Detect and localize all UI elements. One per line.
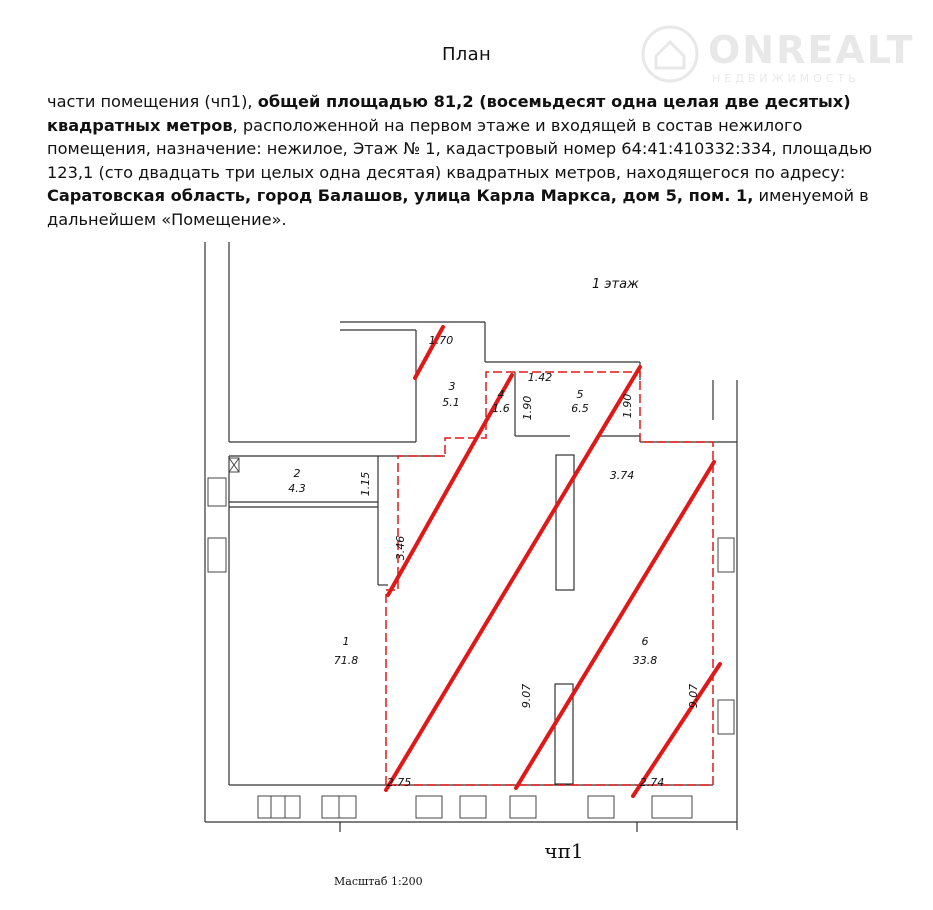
paragraph-line — [47, 161, 933, 185]
watermark-brand: ONREALT — [708, 28, 915, 72]
dimension-label: 1.90 — [521, 395, 534, 421]
dimension-label: 9.07 — [687, 683, 700, 709]
window — [460, 796, 486, 818]
window-left — [208, 478, 226, 506]
bold-text: общей площадью 81,2 (восемьдесят одна целая две десятых) — [257, 92, 851, 111]
dimension-label: 3.74 — [609, 469, 635, 482]
paragraph-line — [47, 90, 933, 114]
scale-label: Масштаб 1:200 — [334, 875, 423, 888]
paragraph-line — [47, 114, 933, 138]
dimension-label: 1.15 — [359, 471, 372, 497]
house-icon — [640, 24, 700, 84]
floor-label: 1 этаж — [592, 277, 639, 292]
text-segment: помещения, назначение: нежилое, Этаж № 1, кадастровый номер 64:41:410332:334, площадью — [47, 139, 873, 158]
paragraph-line — [47, 208, 933, 232]
room-number: 1 — [342, 635, 350, 648]
room-number: 3 — [448, 380, 456, 393]
room-area: 4.3 — [288, 482, 306, 495]
window — [510, 796, 536, 818]
text-segment: дальнейшем «Помещение». — [47, 209, 287, 229]
text-segment: 123,1 (сто двадцать три целых одна десятая) квадратных метров, находящегося по адресу: — [47, 162, 846, 182]
page-title: План — [441, 44, 492, 65]
paragraph-line — [47, 184, 933, 208]
room-area: 5.1 — [442, 396, 460, 409]
room-area: 1.6 — [492, 402, 510, 415]
window — [258, 796, 300, 818]
dimension-label: 1.42 — [527, 371, 553, 384]
paragraph-line — [47, 137, 933, 161]
window-right — [718, 700, 734, 734]
window — [652, 796, 692, 818]
window — [588, 796, 614, 818]
watermark-subtitle: НЕДВИЖИМОСТЬ — [712, 72, 860, 85]
room-number: 5 — [576, 388, 584, 401]
dimension-label: 3.46 — [394, 535, 407, 561]
floor-plan — [0, 240, 933, 910]
room-area: 6.5 — [571, 402, 589, 415]
window — [416, 796, 442, 818]
text-segment: части помещения (чп1), — [47, 92, 258, 111]
room-number: 6 — [641, 635, 649, 648]
highlight-hatching — [386, 327, 720, 796]
room-area: 33.8 — [632, 654, 658, 667]
dimension-label: 1.70 — [428, 334, 454, 347]
dimension-label: 1.90 — [621, 393, 634, 419]
watermark-logo — [640, 24, 915, 88]
room-area: 71.8 — [333, 654, 359, 667]
window-left — [208, 538, 226, 572]
center-column — [556, 455, 574, 590]
bold-text: Саратовская область, город Балашов, улица Карла Маркса, дом 5, пом. 1, — [47, 186, 754, 205]
highlight-area — [386, 327, 720, 796]
text-segment: , расположенной на первом этаже и входящей в состав нежилого — [232, 115, 803, 135]
description-paragraph — [47, 90, 933, 231]
room-number: 2 — [293, 467, 301, 480]
bold-text: квадратных метров — [47, 115, 233, 135]
dimension-label: 2.74 — [639, 776, 665, 789]
part-label: чп1 — [544, 839, 584, 863]
highlight-outline — [386, 372, 713, 785]
dimension-label: 2.75 — [386, 776, 412, 789]
plan-walls — [205, 242, 737, 832]
window-right — [718, 538, 734, 572]
room-number: 4 — [497, 388, 505, 401]
text-segment: именуемой в — [753, 186, 869, 205]
dimension-label: 9.07 — [520, 683, 533, 709]
